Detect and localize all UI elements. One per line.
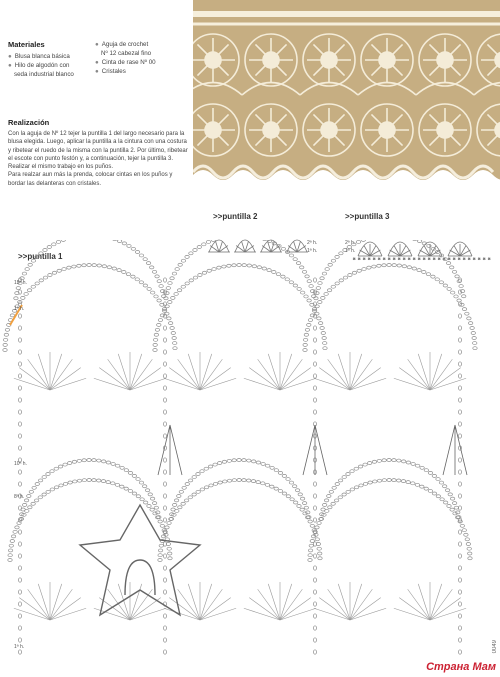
svg-text:×: × (353, 256, 356, 261)
materials-list-right (95, 40, 156, 76)
svg-text:×: × (488, 256, 491, 261)
svg-text:×: × (383, 256, 386, 261)
material-item: ● Cristales (95, 68, 126, 75)
svg-text:×: × (438, 256, 441, 261)
materials-title: Materiales (8, 40, 45, 49)
row-label: 1ª h. (307, 248, 318, 254)
svg-text:×: × (378, 256, 381, 261)
side-code: 0049 (492, 640, 498, 654)
svg-text:×: × (388, 256, 391, 261)
material-item: Nº 12 cabezal fino (101, 50, 152, 57)
svg-text:×: × (473, 256, 476, 261)
material-item: ● Blusa blanca básica (8, 53, 70, 60)
svg-text:×: × (478, 256, 481, 261)
lace-photo (193, 0, 500, 192)
material-item: ● Cinta de rase Nº 00 (95, 59, 156, 66)
row-label: 2ª h. (307, 240, 318, 246)
row-label: 2ª h. (345, 240, 356, 246)
row-label: 1ª h. (14, 306, 25, 312)
svg-text:×: × (403, 256, 406, 261)
material-item: ● Aguja de crochet (95, 41, 149, 48)
svg-text:×: × (458, 256, 461, 261)
svg-text:×: × (448, 256, 451, 261)
watermark: Страна Мам (426, 661, 496, 673)
svg-text:×: × (423, 256, 426, 261)
treble-cluster (303, 425, 327, 475)
row-label: 1ª h. (345, 248, 356, 254)
realizacion-paragraph: Para realzar aun más la prenda, colocar cintas en los puños y bordar las delanteras con cristales. (8, 172, 173, 187)
svg-text:×: × (443, 256, 446, 261)
row-label: 15ª h. (14, 280, 27, 286)
svg-text:×: × (418, 256, 421, 261)
puntilla3-label: >>puntilla 3 (345, 212, 390, 221)
row-label: 10ª h. (14, 461, 27, 467)
svg-text:×: × (363, 256, 366, 261)
svg-text:×: × (358, 256, 361, 261)
svg-text:×: × (368, 256, 371, 261)
puntilla1-label: >>puntilla 1 (18, 252, 63, 261)
svg-text:×: × (393, 256, 396, 261)
svg-text:×: × (483, 256, 486, 261)
puntilla2-label: >>puntilla 2 (213, 212, 258, 221)
svg-text:×: × (468, 256, 471, 261)
lace-photo-drawing (193, 0, 500, 192)
svg-text:×: × (408, 256, 411, 261)
puntilla1-chart (0, 240, 500, 677)
material-item: seda industrial blanco (14, 71, 74, 78)
row-label: 8ª h. (14, 494, 25, 500)
svg-text:×: × (398, 256, 401, 261)
svg-text:×: × (373, 256, 376, 261)
svg-text:×: × (433, 256, 436, 261)
svg-text:×: × (428, 256, 431, 261)
materials-list-left (8, 52, 74, 79)
svg-text:×: × (463, 256, 466, 261)
svg-text:×: × (453, 256, 456, 261)
realizacion-paragraph: Con la aguja de Nº 12 tejer la puntilla 1 del largo necesario para la blusa elegida. Luego, aplicar la puntilla a la cintura con una costura y ribetear el ruedo de la misma con la puntilla 2. Por último, ribetear el escote con punto festón y, a continuación, tejer la puntilla 3. Realizar el mismo trabajo en los puños. (8, 131, 188, 171)
treble-cluster (443, 425, 467, 475)
realizacion-title: Realización (8, 118, 50, 127)
realizacion-text (8, 130, 188, 188)
svg-text:×: × (413, 256, 416, 261)
material-item: ● Hilo de algodón con (8, 62, 70, 69)
row-label: 1ª h. (14, 644, 25, 650)
treble-cluster (158, 425, 182, 475)
